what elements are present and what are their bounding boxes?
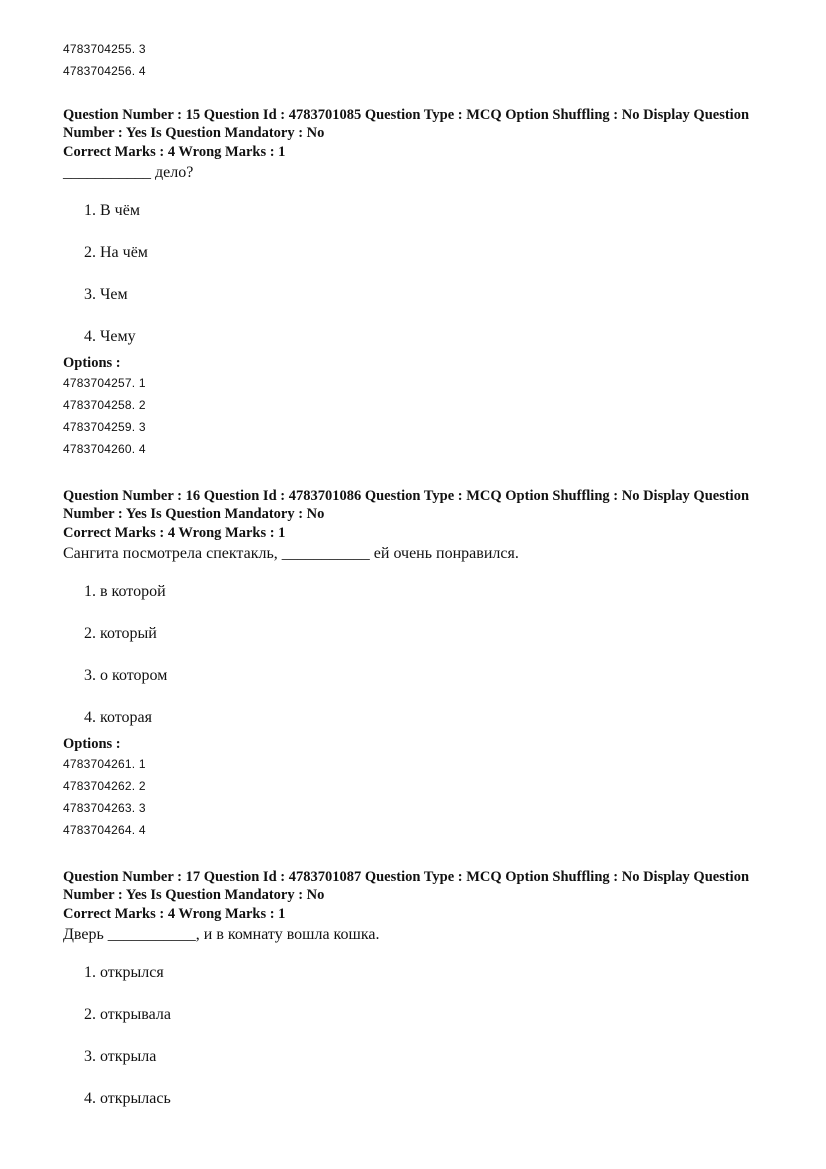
- options-list: [63, 372, 783, 460]
- question-marks: Correct Marks : 4 Wrong Marks : 1: [63, 525, 286, 541]
- question-meta: [63, 106, 783, 142]
- option-id-line: [63, 775, 783, 797]
- answer-choice: 4. которая: [84, 709, 152, 726]
- question-meta-line-2: Number : Yes Is Question Mandatory : No: [63, 506, 325, 522]
- option-id-line: [63, 416, 783, 438]
- question-meta: [63, 868, 783, 904]
- option-id-line: [63, 394, 783, 416]
- option-id: 4783704255.: [63, 42, 136, 56]
- answer-choice: 1. открылся: [84, 964, 164, 981]
- option-number: 2: [138, 779, 146, 793]
- option-id: 4783704264.: [63, 823, 136, 837]
- question-block-15: [63, 106, 783, 460]
- option-id: 4783704262.: [63, 779, 136, 793]
- option-number: 1: [138, 757, 146, 771]
- option-number: 4: [138, 823, 146, 837]
- options-list: [63, 753, 783, 841]
- options-label: Options :: [63, 736, 121, 752]
- option-number: 3: [138, 42, 146, 56]
- options-label: Options :: [63, 355, 121, 371]
- document-page: [63, 38, 783, 1120]
- question-stem: Дверь ___________, и в комнату вошла кошка.: [63, 926, 380, 943]
- option-id: 4783704259.: [63, 420, 136, 434]
- option-id-line: [63, 60, 783, 82]
- answer-choice: 4. Чему: [84, 328, 136, 345]
- question-meta-line-2: Number : Yes Is Question Mandatory : No: [63, 125, 325, 141]
- answer-choice: 4. открылась: [84, 1090, 171, 1107]
- option-id: 4783704257.: [63, 376, 136, 390]
- option-number: 4: [138, 442, 146, 456]
- answer-choice: 2. На чём: [84, 244, 148, 261]
- question-meta-line-1: Question Number : 16 Question Id : 4783701086 Question Type : MCQ Option Shuffling : No Display Question: [63, 488, 750, 504]
- option-id: 4783704256.: [63, 64, 136, 78]
- answer-choice: 3. Чем: [84, 286, 128, 303]
- question-meta-line-1: Question Number : 15 Question Id : 4783701085 Question Type : MCQ Option Shuffling : No Display Question: [63, 107, 750, 123]
- question-meta-line-2: Number : Yes Is Question Mandatory : No: [63, 887, 325, 903]
- option-id-line: [63, 753, 783, 775]
- option-number: 2: [138, 398, 146, 412]
- answer-choice: 2. который: [84, 625, 157, 642]
- option-id: 4783704258.: [63, 398, 136, 412]
- answer-choice: 2. открывала: [84, 1006, 171, 1023]
- question-stem: ___________ дело?: [63, 164, 194, 181]
- answer-list: [63, 190, 783, 358]
- option-number: 4: [138, 64, 146, 78]
- option-id-line: [63, 438, 783, 460]
- answer-choice: 1. в которой: [84, 583, 166, 600]
- option-id: 4783704260.: [63, 442, 136, 456]
- question-stem: Сангита посмотрела спектакль, ___________ ей очень понравился.: [63, 545, 519, 562]
- question-meta-line-1: Question Number : 17 Question Id : 4783701087 Question Type : MCQ Option Shuffling : No Display Question: [63, 869, 750, 885]
- option-id-line: [63, 372, 783, 394]
- previous-options-list: [63, 38, 783, 82]
- question-block-16: [63, 487, 783, 841]
- option-number: 1: [138, 376, 146, 390]
- answer-choice: 1. В чём: [84, 202, 140, 219]
- option-id: 4783704263.: [63, 801, 136, 815]
- answer-choice: 3. открыла: [84, 1048, 157, 1065]
- question-marks: Correct Marks : 4 Wrong Marks : 1: [63, 906, 286, 922]
- option-id-line: [63, 819, 783, 841]
- answer-list: [63, 571, 783, 739]
- option-id: 4783704261.: [63, 757, 136, 771]
- option-id-line: [63, 38, 783, 60]
- question-meta: [63, 487, 783, 523]
- option-number: 3: [138, 801, 146, 815]
- question-marks: Correct Marks : 4 Wrong Marks : 1: [63, 144, 286, 160]
- question-block-17: [63, 868, 783, 1120]
- answer-list: [63, 952, 783, 1120]
- option-id-line: [63, 797, 783, 819]
- option-number: 3: [138, 420, 146, 434]
- answer-choice: 3. о котором: [84, 667, 168, 684]
